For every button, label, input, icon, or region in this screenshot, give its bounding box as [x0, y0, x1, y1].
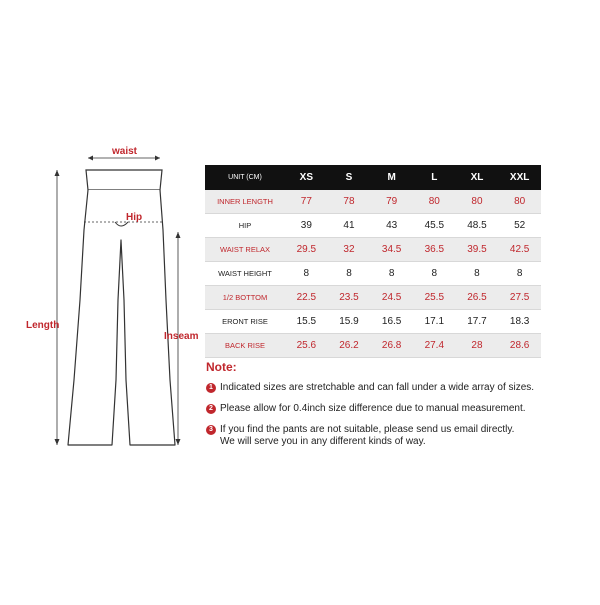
table-cell: 42.5 [498, 238, 541, 262]
table-cell: 45.5 [413, 214, 456, 238]
row-label: HIP [205, 214, 285, 238]
table-cell: 24.5 [370, 286, 413, 310]
table-cell: 39 [285, 214, 328, 238]
hip-label: Hip [126, 212, 143, 223]
table-cell: 80 [456, 190, 499, 214]
table-cell: 77 [285, 190, 328, 214]
note-item [206, 424, 566, 448]
table-cell: 15.5 [285, 310, 328, 334]
table-cell: 8 [328, 262, 371, 286]
number-badge-icon: 2 [206, 404, 216, 414]
table-cell: 79 [370, 190, 413, 214]
table-cell: 34.5 [370, 238, 413, 262]
table-cell: 22.5 [285, 286, 328, 310]
table-cell: 80 [498, 190, 541, 214]
table-cell: 16.5 [370, 310, 413, 334]
table-row [205, 214, 541, 238]
table-cell: 36.5 [413, 238, 456, 262]
table-cell: 25.5 [413, 286, 456, 310]
table-row [205, 310, 541, 334]
pants-diagram [0, 0, 205, 600]
header-cell-l: L [413, 165, 456, 190]
size-chart-table [205, 165, 541, 358]
table-cell: 8 [456, 262, 499, 286]
table-cell: 28.6 [498, 334, 541, 358]
note-text: Please allow for 0.4inch size difference due to manual measurement. [220, 403, 526, 414]
table-cell: 80 [413, 190, 456, 214]
row-label: ERONT RISE [205, 310, 285, 334]
table-row [205, 262, 541, 286]
table-cell: 52 [498, 214, 541, 238]
header-cell-xs: XS [285, 165, 328, 190]
number-badge-icon: 3 [206, 425, 216, 435]
row-label: WAIST HEIGHT [205, 262, 285, 286]
table-row [205, 286, 541, 310]
header-cell-m: M [370, 165, 413, 190]
table-cell: 23.5 [328, 286, 371, 310]
table-cell: 78 [328, 190, 371, 214]
note-text: Indicated sizes are stretchable and can fall under a wide array of sizes. [220, 382, 535, 393]
table-cell: 29.5 [285, 238, 328, 262]
table-cell: 8 [370, 262, 413, 286]
table-cell: 27.4 [413, 334, 456, 358]
table-cell: 15.9 [328, 310, 371, 334]
table-cell: 8 [498, 262, 541, 286]
table-cell: 17.7 [456, 310, 499, 334]
table-cell: 41 [328, 214, 371, 238]
row-label: INNER LENGTH [205, 190, 285, 214]
table-cell: 18.3 [498, 310, 541, 334]
header-cell-xxl: XXL [498, 165, 541, 190]
length-label: Length [26, 320, 60, 331]
table-cell: 27.5 [498, 286, 541, 310]
waist-label: waist [112, 146, 138, 157]
row-label: 1/2 BOTTOM [205, 286, 285, 310]
table-cell: 25.6 [285, 334, 328, 358]
table-cell: 32 [328, 238, 371, 262]
table-cell: 43 [370, 214, 413, 238]
header-cell-s: S [328, 165, 371, 190]
header-cell-xl: XL [456, 165, 499, 190]
table-cell: 26.5 [456, 286, 499, 310]
table-row [205, 238, 541, 262]
note-item [206, 403, 566, 415]
table-cell: 48.5 [456, 214, 499, 238]
row-label: WAIST RELAX [205, 238, 285, 262]
notes-title: Note: [206, 360, 237, 374]
note-item [206, 382, 566, 394]
note-text: If you find the pants are not suitable, please send us email directly. [220, 424, 515, 435]
table-row [205, 190, 541, 214]
table-cell: 39.5 [456, 238, 499, 262]
notes-section [206, 360, 566, 457]
table-header-row [205, 165, 541, 190]
header-cell-unit: UNIT (CM) [205, 165, 285, 190]
note-text: We will serve you in any different kinds of way. [220, 436, 426, 447]
pants-outline-illustration [0, 0, 205, 600]
number-badge-icon: 1 [206, 383, 216, 393]
row-label: BACK RISE [205, 334, 285, 358]
table-cell: 17.1 [413, 310, 456, 334]
table-cell: 8 [413, 262, 456, 286]
table-cell: 28 [456, 334, 499, 358]
table-cell: 8 [285, 262, 328, 286]
table-row [205, 334, 541, 358]
inseam-label: Inseam [164, 331, 199, 342]
table-cell: 26.8 [370, 334, 413, 358]
table-cell: 26.2 [328, 334, 371, 358]
